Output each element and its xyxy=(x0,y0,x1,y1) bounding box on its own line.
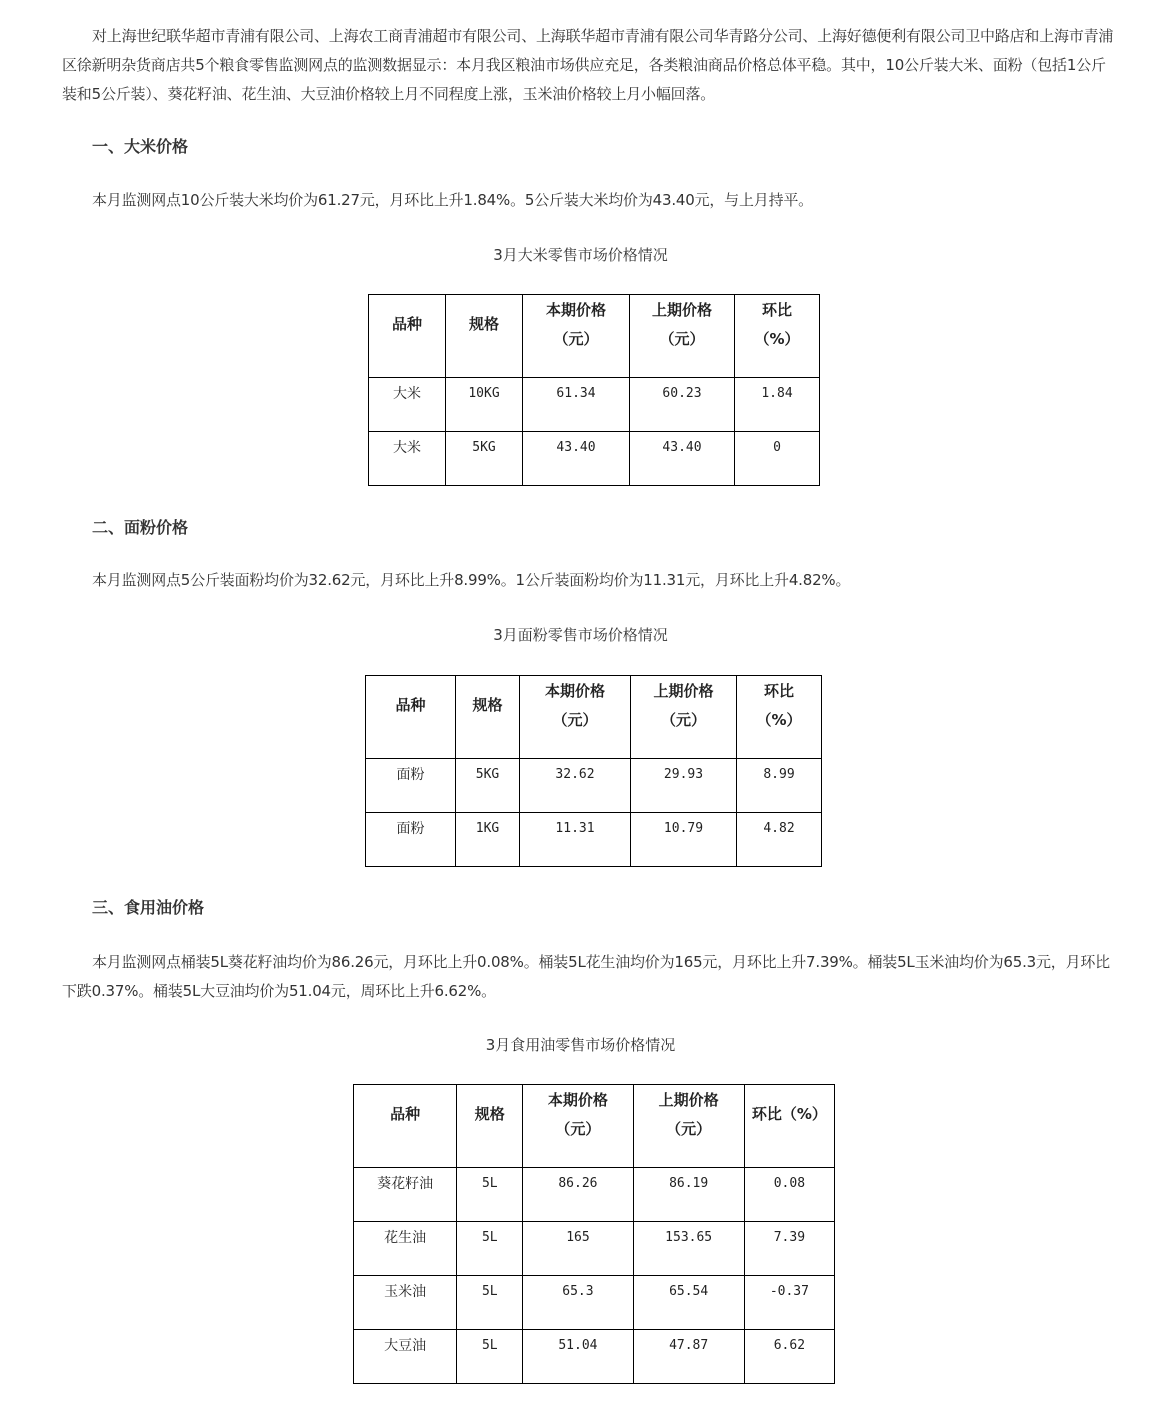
section-heading-oil: 三、食用油价格 xyxy=(92,898,205,917)
cell-change: 8.99 xyxy=(737,759,822,813)
section-paragraph-oil: 本月监测网点桶装5L葵花籽油均价为86.26元，月环比上升0.08%。桶装5L花生油均价为165元，月环比上升7.39%。桶装5L玉米油均价为65.3元，月环比下跌0.37%。桶装5L大豆油均价为51.04元，周环比上升6.62%。 xyxy=(62,953,1110,1000)
cell-variety: 面粉 xyxy=(366,759,456,813)
cell-change: 0.08 xyxy=(744,1168,834,1222)
cell-variety: 玉米油 xyxy=(354,1276,457,1330)
header-current-price: 本期价格 （元） xyxy=(520,676,631,759)
section-heading-rice: 一、大米价格 xyxy=(92,137,189,156)
header-variety: 品种 xyxy=(366,676,456,759)
header-variety: 品种 xyxy=(369,295,446,378)
cell-change: 0 xyxy=(735,432,820,486)
cell-change: -0.37 xyxy=(744,1276,834,1330)
cell-change: 4.82 xyxy=(737,813,822,867)
price-table-rice xyxy=(368,294,820,486)
table-row xyxy=(366,759,822,813)
header-change: 环比（%） xyxy=(744,1085,834,1168)
cell-previous-price: 47.87 xyxy=(633,1330,744,1384)
header-current-price: 本期价格 （元） xyxy=(523,295,630,378)
table-row xyxy=(366,813,822,867)
table-title-flour: 3月面粉零售市场价格情况 xyxy=(493,626,668,644)
cell-previous-price: 60.23 xyxy=(630,378,735,432)
cell-spec: 5L xyxy=(457,1222,523,1276)
cell-previous-price: 153.65 xyxy=(633,1222,744,1276)
header-variety: 品种 xyxy=(354,1085,457,1168)
cell-previous-price: 43.40 xyxy=(630,432,735,486)
table-row xyxy=(369,378,820,432)
cell-spec: 1KG xyxy=(456,813,520,867)
table-header-row xyxy=(369,295,820,378)
cell-spec: 5KG xyxy=(446,432,523,486)
cell-variety: 葵花籽油 xyxy=(354,1168,457,1222)
cell-spec: 10KG xyxy=(446,378,523,432)
cell-previous-price: 65.54 xyxy=(633,1276,744,1330)
cell-current-price: 165 xyxy=(523,1222,633,1276)
header-current-price: 本期价格 （元） xyxy=(523,1085,633,1168)
section-paragraph-flour: 本月监测网点5公斤装面粉均价为32.62元，月环比上升8.99%。1公斤装面粉均价为11.31元，月环比上升4.82%。 xyxy=(92,571,851,589)
cell-previous-price: 10.79 xyxy=(631,813,737,867)
cell-current-price: 43.40 xyxy=(523,432,630,486)
cell-current-price: 61.34 xyxy=(523,378,630,432)
price-table-flour xyxy=(365,675,822,867)
cell-current-price: 32.62 xyxy=(520,759,631,813)
section-paragraph-rice: 本月监测网点10公斤装大米均价为61.27元，月环比上升1.84%。5公斤装大米均价为43.40元，与上月持平。 xyxy=(92,191,813,209)
cell-change: 7.39 xyxy=(744,1222,834,1276)
table-row xyxy=(354,1276,835,1330)
cell-variety: 大豆油 xyxy=(354,1330,457,1384)
cell-variety: 花生油 xyxy=(354,1222,457,1276)
table-row xyxy=(369,432,820,486)
table-row xyxy=(354,1168,835,1222)
table-row xyxy=(354,1330,835,1384)
cell-variety: 大米 xyxy=(369,432,446,486)
header-spec: 规格 xyxy=(456,676,520,759)
cell-change: 1.84 xyxy=(735,378,820,432)
cell-spec: 5L xyxy=(457,1276,523,1330)
header-previous-price: 上期价格 （元） xyxy=(630,295,735,378)
cell-current-price: 65.3 xyxy=(523,1276,633,1330)
section-heading-flour: 二、面粉价格 xyxy=(92,518,189,537)
header-change: 环比 （%） xyxy=(735,295,820,378)
table-row xyxy=(354,1222,835,1276)
price-table-oil xyxy=(353,1084,835,1384)
intro-paragraph: 对上海世纪联华超市青浦有限公司、上海农工商青浦超市有限公司、上海联华超市青浦有限公司华青路分公司、上海好德便利有限公司卫中路店和上海市青浦区徐新明杂货商店共5个粮食零售监测网点的监测数据显示：本月我区粮油市场供应充足，各类粮油商品价格总体平稳。其中，10公斤装大米、面粉（包括1公斤装和5公斤装）、葵花籽油、花生油、大豆油价格较上月不同程度上涨，玉米油价格较上月小幅回落。 xyxy=(62,27,1114,103)
table-header-row xyxy=(366,676,822,759)
cell-current-price: 51.04 xyxy=(523,1330,633,1384)
header-previous-price: 上期价格 （元） xyxy=(631,676,737,759)
cell-change: 6.62 xyxy=(744,1330,834,1384)
cell-spec: 5L xyxy=(457,1330,523,1384)
table-title-oil: 3月食用油零售市场价格情况 xyxy=(485,1036,676,1054)
cell-spec: 5KG xyxy=(456,759,520,813)
cell-current-price: 86.26 xyxy=(523,1168,633,1222)
cell-previous-price: 29.93 xyxy=(631,759,737,813)
table-title-rice: 3月大米零售市场价格情况 xyxy=(493,246,668,264)
cell-variety: 大米 xyxy=(369,378,446,432)
table-header-row xyxy=(354,1085,835,1168)
header-spec: 规格 xyxy=(457,1085,523,1168)
cell-current-price: 11.31 xyxy=(520,813,631,867)
header-previous-price: 上期价格 （元） xyxy=(633,1085,744,1168)
cell-spec: 5L xyxy=(457,1168,523,1222)
cell-variety: 面粉 xyxy=(366,813,456,867)
cell-previous-price: 86.19 xyxy=(633,1168,744,1222)
header-change: 环比 （%） xyxy=(737,676,822,759)
header-spec: 规格 xyxy=(446,295,523,378)
